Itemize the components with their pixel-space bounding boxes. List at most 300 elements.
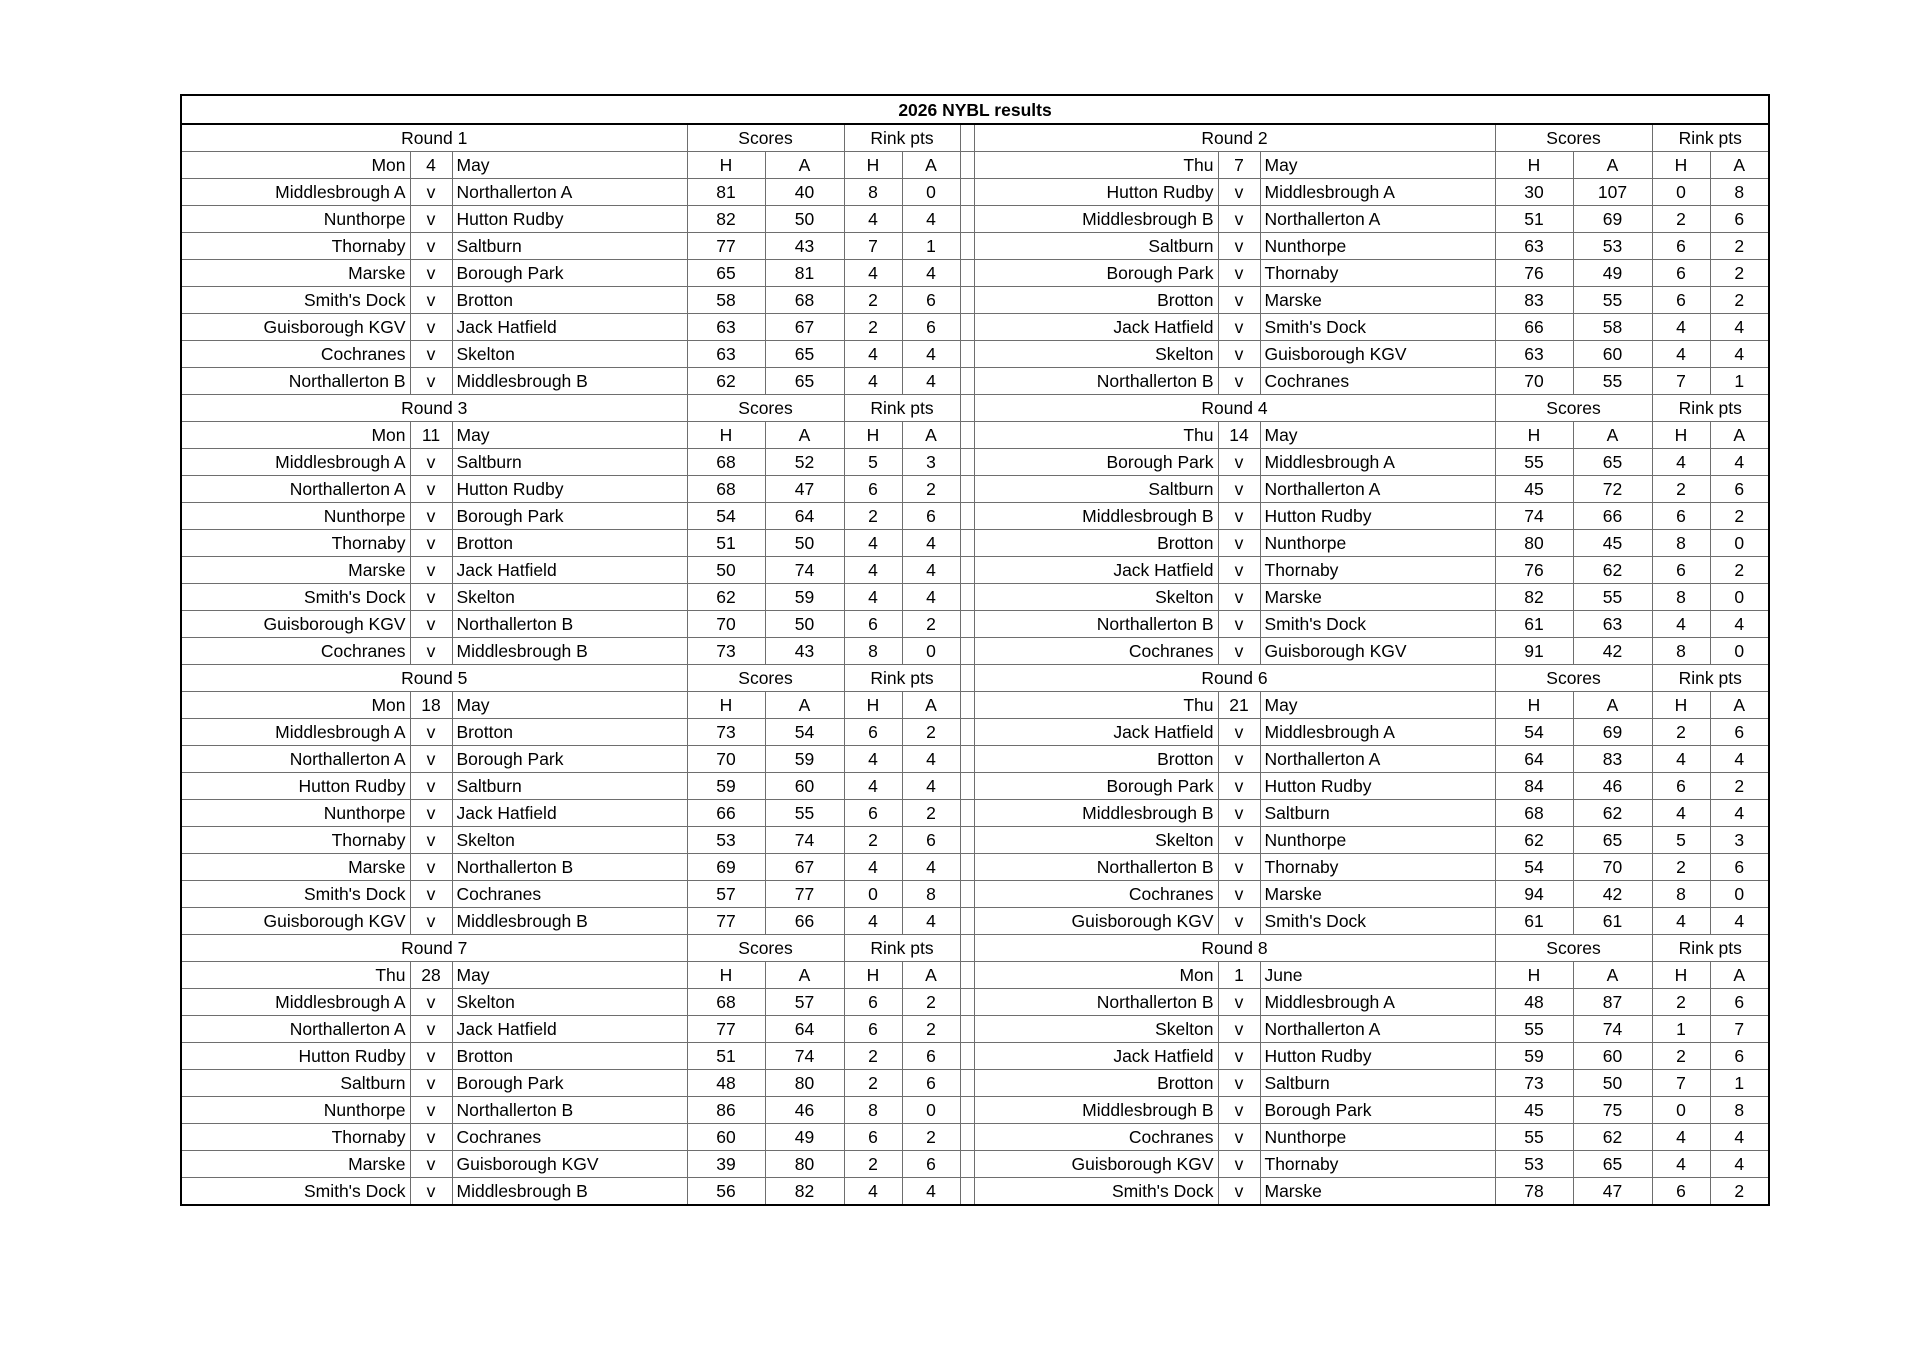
round-title: Round 6	[974, 665, 1495, 692]
home-rink-pts: 4	[844, 368, 902, 395]
away-rink-pts: 4	[902, 368, 960, 395]
scores-header: Scores	[687, 665, 844, 692]
away-team: Middlesbrough B	[452, 908, 687, 935]
versus-label: v	[1218, 1016, 1260, 1043]
away-rink-pts: 6	[902, 314, 960, 341]
away-score: 42	[1573, 881, 1652, 908]
versus-label: v	[1218, 287, 1260, 314]
away-team: Skelton	[452, 989, 687, 1016]
away-score: 47	[1573, 1178, 1652, 1206]
away-rink-pts: 0	[902, 638, 960, 665]
home-rink-pts: 7	[1652, 368, 1710, 395]
away-team: Marske	[1260, 287, 1495, 314]
home-score: 69	[687, 854, 765, 881]
away-team: Middlesbrough A	[1260, 989, 1495, 1016]
away-team: Skelton	[452, 584, 687, 611]
versus-label: v	[1218, 638, 1260, 665]
home-rink-pts: 6	[1652, 773, 1710, 800]
away-score: 46	[765, 1097, 844, 1124]
home-rink-pts: 5	[1652, 827, 1710, 854]
away-score: 66	[765, 908, 844, 935]
away-rink-pts: 4	[1710, 800, 1769, 827]
away-rink-pts: 3	[1710, 827, 1769, 854]
away-team: Brotton	[452, 530, 687, 557]
versus-label: v	[1218, 206, 1260, 233]
home-team: Jack Hatfield	[974, 719, 1218, 746]
away-rink-pts: 2	[1710, 233, 1769, 260]
away-score: 81	[765, 260, 844, 287]
home-team: Cochranes	[974, 881, 1218, 908]
home-team: Saltburn	[974, 476, 1218, 503]
home-team: Marske	[181, 854, 410, 881]
away-rink-pts: 0	[1710, 638, 1769, 665]
home-rink-pts: 2	[844, 1151, 902, 1178]
home-rink-pts: 4	[844, 206, 902, 233]
match-row	[181, 881, 1769, 908]
round-day: Mon	[181, 422, 410, 449]
away-team: Northallerton B	[452, 1097, 687, 1124]
away-rink-pts: 0	[1710, 584, 1769, 611]
rink-away-header: A	[1710, 422, 1769, 449]
match-row	[181, 1070, 1769, 1097]
home-score: 66	[1495, 314, 1573, 341]
scores-home-header: H	[1495, 152, 1573, 179]
match-row	[181, 557, 1769, 584]
column-gap	[960, 287, 974, 314]
rink-home-header: H	[1652, 962, 1710, 989]
away-score: 62	[1573, 557, 1652, 584]
away-team: Guisborough KGV	[1260, 341, 1495, 368]
away-team: Brotton	[452, 287, 687, 314]
home-score: 62	[1495, 827, 1573, 854]
rink-pts-header: Rink pts	[844, 935, 960, 962]
home-team: Marske	[181, 260, 410, 287]
scores-header: Scores	[1495, 124, 1652, 152]
home-rink-pts: 4	[1652, 449, 1710, 476]
home-rink-pts: 4	[844, 773, 902, 800]
scores-home-header: H	[1495, 962, 1573, 989]
away-rink-pts: 4	[1710, 1124, 1769, 1151]
versus-label: v	[410, 827, 452, 854]
home-score: 73	[687, 638, 765, 665]
home-score: 51	[687, 1043, 765, 1070]
away-score: 70	[1573, 854, 1652, 881]
column-gap	[960, 773, 974, 800]
home-team: Nunthorpe	[181, 1097, 410, 1124]
home-rink-pts: 4	[844, 746, 902, 773]
home-rink-pts: 6	[844, 719, 902, 746]
away-score: 45	[1573, 530, 1652, 557]
column-gap	[960, 152, 974, 179]
away-score: 40	[765, 179, 844, 206]
home-score: 62	[687, 368, 765, 395]
round-month: June	[1260, 962, 1495, 989]
home-rink-pts: 0	[1652, 1097, 1710, 1124]
versus-label: v	[410, 557, 452, 584]
home-rink-pts: 8	[1652, 881, 1710, 908]
match-row	[181, 1151, 1769, 1178]
away-rink-pts: 2	[1710, 260, 1769, 287]
round-header-row	[181, 935, 1769, 962]
home-team: Thornaby	[181, 827, 410, 854]
versus-label: v	[1218, 503, 1260, 530]
home-score: 39	[687, 1151, 765, 1178]
scores-header: Scores	[687, 124, 844, 152]
versus-label: v	[1218, 476, 1260, 503]
away-rink-pts: 2	[902, 611, 960, 638]
column-gap	[960, 827, 974, 854]
rink-home-header: H	[1652, 152, 1710, 179]
away-team: Skelton	[452, 827, 687, 854]
scores-home-header: H	[687, 422, 765, 449]
round-day: Mon	[181, 692, 410, 719]
home-rink-pts: 6	[1652, 233, 1710, 260]
home-team: Cochranes	[974, 638, 1218, 665]
away-team: Borough Park	[452, 503, 687, 530]
away-score: 65	[765, 341, 844, 368]
versus-label: v	[410, 1016, 452, 1043]
home-score: 53	[1495, 1151, 1573, 1178]
home-team: Northallerton B	[181, 368, 410, 395]
away-team: Marske	[1260, 584, 1495, 611]
home-team: Middlesbrough A	[181, 719, 410, 746]
match-row	[181, 287, 1769, 314]
rink-away-header: A	[902, 422, 960, 449]
rink-away-header: A	[902, 962, 960, 989]
round-title: Round 4	[974, 395, 1495, 422]
home-team: Hutton Rudby	[974, 179, 1218, 206]
rink-home-header: H	[844, 152, 902, 179]
away-team: Middlesbrough A	[1260, 719, 1495, 746]
away-score: 62	[1573, 800, 1652, 827]
column-gap	[960, 233, 974, 260]
match-row	[181, 638, 1769, 665]
home-score: 65	[687, 260, 765, 287]
home-rink-pts: 5	[844, 449, 902, 476]
home-rink-pts: 7	[844, 233, 902, 260]
home-score: 54	[1495, 719, 1573, 746]
round-day: Mon	[181, 152, 410, 179]
home-score: 60	[687, 1124, 765, 1151]
away-score: 57	[765, 989, 844, 1016]
away-team: Saltburn	[1260, 800, 1495, 827]
versus-label: v	[1218, 341, 1260, 368]
home-rink-pts: 4	[844, 908, 902, 935]
versus-label: v	[1218, 449, 1260, 476]
column-gap	[960, 314, 974, 341]
versus-label: v	[410, 449, 452, 476]
versus-label: v	[410, 881, 452, 908]
scores-away-header: A	[765, 692, 844, 719]
away-rink-pts: 6	[1710, 989, 1769, 1016]
rink-pts-header: Rink pts	[1652, 395, 1769, 422]
away-score: 65	[1573, 1151, 1652, 1178]
home-rink-pts: 2	[844, 287, 902, 314]
home-rink-pts: 0	[1652, 179, 1710, 206]
away-score: 65	[765, 368, 844, 395]
versus-label: v	[410, 584, 452, 611]
match-row	[181, 260, 1769, 287]
home-score: 70	[1495, 368, 1573, 395]
column-gap	[960, 719, 974, 746]
home-rink-pts: 2	[1652, 1043, 1710, 1070]
rink-away-header: A	[902, 152, 960, 179]
home-team: Middlesbrough A	[181, 179, 410, 206]
scores-away-header: A	[1573, 422, 1652, 449]
home-team: Middlesbrough B	[974, 1097, 1218, 1124]
away-rink-pts: 4	[902, 206, 960, 233]
column-gap	[960, 179, 974, 206]
versus-label: v	[410, 1124, 452, 1151]
away-rink-pts: 2	[902, 1016, 960, 1043]
away-team: Borough Park	[452, 1070, 687, 1097]
round-month: May	[452, 422, 687, 449]
column-gap	[960, 908, 974, 935]
home-rink-pts: 4	[1652, 908, 1710, 935]
away-team: Borough Park	[452, 260, 687, 287]
away-score: 83	[1573, 746, 1652, 773]
home-rink-pts: 2	[844, 1070, 902, 1097]
versus-label: v	[410, 638, 452, 665]
away-team: Marske	[1260, 1178, 1495, 1206]
scores-away-header: A	[765, 422, 844, 449]
home-rink-pts: 6	[1652, 287, 1710, 314]
home-score: 55	[1495, 449, 1573, 476]
versus-label: v	[1218, 179, 1260, 206]
away-team: Nunthorpe	[1260, 1124, 1495, 1151]
rink-pts-header: Rink pts	[844, 665, 960, 692]
round-title: Round 8	[974, 935, 1495, 962]
match-row	[181, 989, 1769, 1016]
away-rink-pts: 0	[902, 179, 960, 206]
column-gap	[960, 584, 974, 611]
column-gap	[960, 935, 974, 962]
home-team: Jack Hatfield	[974, 557, 1218, 584]
away-rink-pts: 7	[1710, 1016, 1769, 1043]
home-rink-pts: 8	[844, 638, 902, 665]
away-rink-pts: 4	[902, 341, 960, 368]
home-rink-pts: 2	[1652, 206, 1710, 233]
away-score: 82	[765, 1178, 844, 1206]
away-rink-pts: 4	[1710, 746, 1769, 773]
home-rink-pts: 6	[1652, 557, 1710, 584]
home-team: Cochranes	[181, 341, 410, 368]
match-row	[181, 1097, 1769, 1124]
away-team: Northallerton A	[1260, 746, 1495, 773]
versus-label: v	[1218, 584, 1260, 611]
away-rink-pts: 6	[1710, 719, 1769, 746]
home-score: 50	[687, 557, 765, 584]
home-rink-pts: 8	[1652, 638, 1710, 665]
results-table	[180, 94, 1770, 1206]
column-gap	[960, 692, 974, 719]
away-rink-pts: 4	[902, 854, 960, 881]
away-team: Hutton Rudby	[452, 206, 687, 233]
rink-pts-header: Rink pts	[844, 124, 960, 152]
match-row	[181, 719, 1769, 746]
versus-label: v	[1218, 773, 1260, 800]
away-score: 87	[1573, 989, 1652, 1016]
home-team: Middlesbrough A	[181, 989, 410, 1016]
away-rink-pts: 4	[902, 746, 960, 773]
away-rink-pts: 4	[1710, 341, 1769, 368]
away-score: 55	[1573, 287, 1652, 314]
home-score: 82	[1495, 584, 1573, 611]
away-team: Jack Hatfield	[452, 1016, 687, 1043]
home-team: Jack Hatfield	[974, 1043, 1218, 1070]
away-rink-pts: 1	[1710, 368, 1769, 395]
versus-label: v	[1218, 800, 1260, 827]
rink-pts-header: Rink pts	[1652, 935, 1769, 962]
home-team: Skelton	[974, 341, 1218, 368]
home-rink-pts: 6	[844, 476, 902, 503]
home-score: 58	[687, 287, 765, 314]
away-score: 65	[1573, 827, 1652, 854]
away-score: 64	[765, 1016, 844, 1043]
home-team: Brotton	[974, 530, 1218, 557]
home-rink-pts: 2	[844, 827, 902, 854]
round-month: May	[1260, 152, 1495, 179]
away-score: 67	[765, 314, 844, 341]
away-rink-pts: 4	[1710, 1151, 1769, 1178]
home-rink-pts: 2	[1652, 719, 1710, 746]
home-rink-pts: 4	[1652, 746, 1710, 773]
home-team: Brotton	[974, 1070, 1218, 1097]
rink-pts-header: Rink pts	[1652, 124, 1769, 152]
match-row	[181, 1178, 1769, 1206]
match-row	[181, 341, 1769, 368]
away-team: Cochranes	[1260, 368, 1495, 395]
home-rink-pts: 2	[844, 503, 902, 530]
away-team: Guisborough KGV	[452, 1151, 687, 1178]
scores-home-header: H	[1495, 422, 1573, 449]
home-rink-pts: 4	[844, 260, 902, 287]
title-row	[181, 95, 1769, 124]
away-score: 53	[1573, 233, 1652, 260]
scores-away-header: A	[1573, 152, 1652, 179]
match-row	[181, 854, 1769, 881]
home-rink-pts: 4	[844, 341, 902, 368]
column-gap	[960, 449, 974, 476]
round-date: 4	[410, 152, 452, 179]
versus-label: v	[410, 611, 452, 638]
versus-label: v	[1218, 611, 1260, 638]
versus-label: v	[410, 773, 452, 800]
column-gap	[960, 800, 974, 827]
versus-label: v	[410, 233, 452, 260]
round-date: 18	[410, 692, 452, 719]
column-gap	[960, 665, 974, 692]
home-score: 76	[1495, 260, 1573, 287]
away-rink-pts: 2	[902, 719, 960, 746]
home-rink-pts: 6	[844, 1124, 902, 1151]
column-gap	[960, 1178, 974, 1206]
away-rink-pts: 8	[902, 881, 960, 908]
column-gap	[960, 503, 974, 530]
home-score: 63	[687, 341, 765, 368]
versus-label: v	[410, 854, 452, 881]
home-rink-pts: 6	[1652, 503, 1710, 530]
versus-label: v	[410, 287, 452, 314]
home-score: 80	[1495, 530, 1573, 557]
away-rink-pts: 4	[902, 557, 960, 584]
column-gap	[960, 1043, 974, 1070]
versus-label: v	[410, 1070, 452, 1097]
rink-away-header: A	[902, 692, 960, 719]
away-team: Smith's Dock	[1260, 611, 1495, 638]
away-rink-pts: 4	[902, 1178, 960, 1206]
round-day: Mon	[974, 962, 1218, 989]
home-team: Guisborough KGV	[974, 908, 1218, 935]
home-team: Northallerton A	[181, 1016, 410, 1043]
away-rink-pts: 6	[902, 1070, 960, 1097]
away-team: Brotton	[452, 1043, 687, 1070]
rink-home-header: H	[844, 962, 902, 989]
match-row	[181, 233, 1769, 260]
home-team: Middlesbrough B	[974, 800, 1218, 827]
column-gap	[960, 422, 974, 449]
home-team: Nunthorpe	[181, 503, 410, 530]
column-gap	[960, 881, 974, 908]
versus-label: v	[410, 314, 452, 341]
round-day: Thu	[974, 692, 1218, 719]
versus-label: v	[410, 368, 452, 395]
away-score: 75	[1573, 1097, 1652, 1124]
round-day: Thu	[974, 422, 1218, 449]
round-title: Round 1	[181, 124, 687, 152]
versus-label: v	[1218, 908, 1260, 935]
home-team: Nunthorpe	[181, 800, 410, 827]
versus-label: v	[410, 719, 452, 746]
versus-label: v	[410, 1151, 452, 1178]
away-rink-pts: 6	[902, 503, 960, 530]
home-team: Nunthorpe	[181, 206, 410, 233]
away-score: 60	[1573, 1043, 1652, 1070]
away-rink-pts: 4	[1710, 449, 1769, 476]
home-team: Cochranes	[181, 638, 410, 665]
match-row	[181, 503, 1769, 530]
versus-label: v	[1218, 746, 1260, 773]
home-team: Jack Hatfield	[974, 314, 1218, 341]
home-rink-pts: 8	[1652, 530, 1710, 557]
away-team: Northallerton A	[452, 179, 687, 206]
away-rink-pts: 6	[1710, 1043, 1769, 1070]
away-score: 49	[1573, 260, 1652, 287]
rink-away-header: A	[1710, 692, 1769, 719]
away-team: Smith's Dock	[1260, 908, 1495, 935]
home-score: 73	[687, 719, 765, 746]
home-score: 51	[1495, 206, 1573, 233]
away-score: 50	[1573, 1070, 1652, 1097]
date-header-row	[181, 962, 1769, 989]
away-rink-pts: 6	[902, 287, 960, 314]
away-score: 50	[765, 530, 844, 557]
away-score: 80	[765, 1151, 844, 1178]
away-team: Saltburn	[452, 233, 687, 260]
home-score: 63	[687, 314, 765, 341]
away-team: Borough Park	[452, 746, 687, 773]
scores-home-header: H	[687, 692, 765, 719]
away-rink-pts: 6	[1710, 476, 1769, 503]
away-score: 69	[1573, 719, 1652, 746]
home-rink-pts: 8	[844, 179, 902, 206]
away-score: 64	[765, 503, 844, 530]
home-rink-pts: 2	[1652, 989, 1710, 1016]
column-gap	[960, 124, 974, 152]
versus-label: v	[1218, 1124, 1260, 1151]
away-score: 61	[1573, 908, 1652, 935]
match-row	[181, 800, 1769, 827]
